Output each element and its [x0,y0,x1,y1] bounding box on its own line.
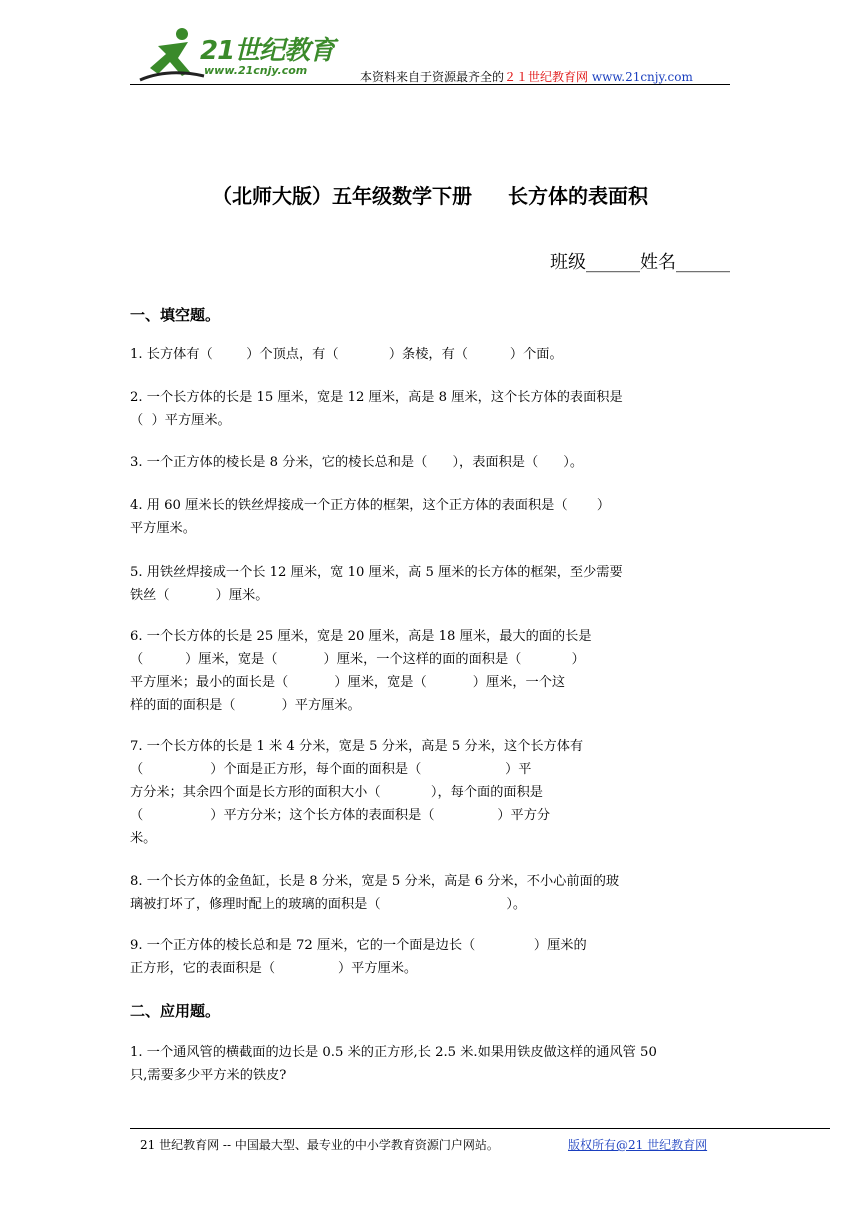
application-question-1: 1. 一个通风管的横截面的边长是 0.5 米的正方形,长 2.5 米.如果用铁皮做这样的通风管 50 只,需要多少平方米的铁皮? [130,1045,657,1083]
header-note-url[interactable]: www.21cnjy.com [591,70,693,84]
footer-divider [130,1128,830,1129]
question-4: 4. 用 60 厘米长的铁丝焊接成一个正方体的框架，这个正方体的表面积是（ ） 平方厘米。 [130,498,611,536]
question-6: 6. 一个长方体的长是 25 厘米，宽是 20 厘米，高是 18 厘米，最大的面的长是 （ ）厘米，宽是（ ）厘米，一个这样的面的面积是（ ） 平方厘米；最小的面长是（ ）厘米，宽是（ ）厘米，一个这 样的面的面积是（ ）平方厘米。 [130,629,592,713]
section-fill-blank-heading: 一、填空题。 [130,306,221,324]
question-9: 9. 一个正方体的棱长总和是 72 厘米，它的一个面是边长（ ）厘米的 正方形，它的表面积是（ ）平方厘米。 [130,938,587,976]
question-7: 7. 一个长方体的长是 1 米 4 分米，宽是 5 分米，高是 5 分米，这个长方体有 （ ）个面是正方形，每个面的面积是（ ）平 方分米；其余四个面是长方形的面积大小（ ），每个面的面积是 （ ）平方分米；这个长方体的表面积是（ ）平方分 米。 [130,739,584,846]
header-divider [130,84,730,85]
question-1: 1. 长方体有（ ）个顶点，有（ ）条棱，有（ ）个面。 [130,347,563,362]
section-application-heading: 二、应用题。 [130,1002,221,1020]
title-left: （北师大版）五年级数学下册 [212,184,472,208]
class-name-line: 班级______姓名______ [550,252,730,273]
site-logo [138,20,358,86]
question-5: 5. 用铁丝焊接成一个长 12 厘米，宽 10 厘米，高 5 厘米的长方体的框架，至少需要 铁丝（ ）厘米。 [130,565,623,603]
title-right: 长方体的表面积 [508,184,648,208]
logo-text: 21世纪教育 [200,36,335,66]
logo-url: www.21cnjy.com [204,64,308,77]
question-8: 8. 一个长方体的金鱼缸，长是 8 分米，宽是 5 分米，高是 6 分米，不小心前面的玻 璃被打坏了，修理时配上的玻璃的面积是（ ）。 [130,874,620,912]
footer-copyright-link[interactable]: 版权所有@21 世纪教育网 [568,1138,708,1152]
question-2: 2. 一个长方体的长是 15 厘米，宽是 12 厘米，高是 8 厘米，这个长方体的表面积是 （ ）平方厘米。 [130,390,623,428]
header-note [360,68,693,85]
header-note-brand[interactable]: ２１世纪教育网 [504,70,589,84]
runner-logo-icon [138,24,208,84]
page-header [130,20,730,86]
question-3: 3. 一个正方体的棱长是 8 分米，它的棱长总和是（ ），表面积是（ ）。 [130,455,584,470]
page-title [0,180,860,209]
footer-left-text: 21 世纪教育网 -- 中国最大型、最专业的中小学教育资源门户网站。 [140,1138,499,1152]
header-note-prefix: 本资料来自于资源最齐全的 [360,70,505,84]
page-footer [140,1136,708,1153]
